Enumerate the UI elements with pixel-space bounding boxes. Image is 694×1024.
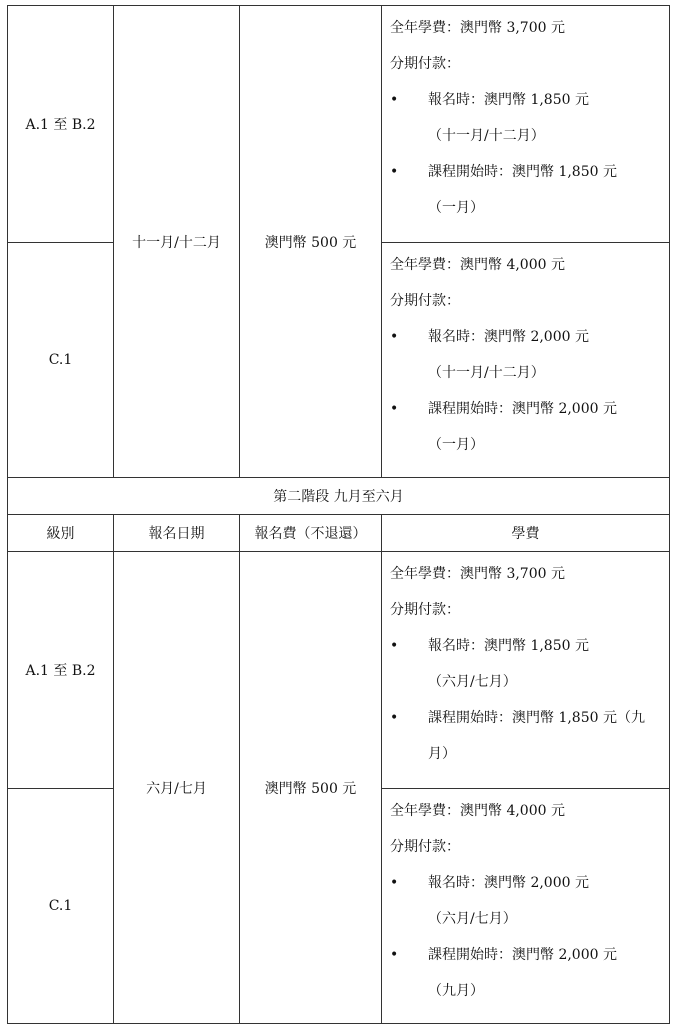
installment-label: 分期付款：: [390, 293, 460, 309]
annual-tuition: 全年學費：澳門幣 4,000 元: [390, 257, 565, 273]
header-row: [8, 515, 670, 552]
registration-fee-cell: 澳門幣 500 元: [240, 552, 382, 1024]
list-item: [390, 700, 669, 736]
bullet-icon: •: [390, 947, 399, 963]
list-item: [390, 82, 669, 118]
list-item: [390, 319, 669, 355]
column-header-tuition: 學費: [382, 515, 670, 552]
installment-period: （一月）: [428, 437, 484, 453]
tuition-cell: [382, 243, 670, 478]
installment-period: （九月）: [428, 983, 484, 999]
installment-label: 分期付款：: [390, 56, 460, 72]
installment-period: （六月/七月）: [428, 674, 517, 690]
installment-text: 課程開始時：澳門幣 1,850 元（九: [428, 710, 645, 726]
installment-period: （十一月/十二月）: [428, 365, 545, 381]
bullet-icon: •: [390, 92, 399, 108]
table-row: [8, 6, 670, 243]
installment-text: 報名時：澳門幣 2,000 元: [428, 329, 589, 345]
list-item: [390, 865, 669, 901]
section-title: 第二階段 九月至六月: [8, 478, 670, 515]
installment-text: 報名時：澳門幣 1,850 元: [428, 92, 589, 108]
fee-table: [7, 5, 670, 1024]
bullet-icon: •: [390, 875, 399, 891]
registration-date-cell: 六月/七月: [114, 552, 240, 1024]
tuition-cell: [382, 789, 670, 1024]
list-item: [390, 628, 669, 664]
annual-tuition: 全年學費：澳門幣 4,000 元: [390, 803, 565, 819]
section-title-row: [8, 478, 670, 515]
list-item: [390, 391, 669, 427]
installment-text: 課程開始時：澳門幣 2,000 元: [428, 947, 617, 963]
column-header-date: 報名日期: [114, 515, 240, 552]
bullet-icon: •: [390, 329, 399, 345]
level-cell: C.1: [8, 789, 114, 1024]
installment-period: （十一月/十二月）: [428, 128, 545, 144]
column-header-level: 級別: [8, 515, 114, 552]
table-row: [8, 552, 670, 789]
installment-period: （一月）: [428, 200, 484, 216]
installment-period: （六月/七月）: [428, 911, 517, 927]
level-cell: A.1 至 B.2: [8, 6, 114, 243]
bullet-icon: •: [390, 401, 399, 417]
list-item: [390, 154, 669, 190]
installment-text: 報名時：澳門幣 1,850 元: [428, 638, 589, 654]
installment-label: 分期付款：: [390, 839, 460, 855]
bullet-icon: •: [390, 710, 399, 726]
installment-text: 報名時：澳門幣 2,000 元: [428, 875, 589, 891]
installment-text: 課程開始時：澳門幣 1,850 元: [428, 164, 617, 180]
column-header-fee: 報名費（不退還）: [240, 515, 382, 552]
installment-period: 月）: [428, 746, 456, 762]
level-cell: A.1 至 B.2: [8, 552, 114, 789]
tuition-cell: [382, 6, 670, 243]
annual-tuition: 全年學費：澳門幣 3,700 元: [390, 20, 565, 36]
registration-date-cell: 十一月/十二月: [114, 6, 240, 478]
level-cell: C.1: [8, 243, 114, 478]
list-item: [390, 937, 669, 973]
annual-tuition: 全年學費：澳門幣 3,700 元: [390, 566, 565, 582]
installment-text: 課程開始時：澳門幣 2,000 元: [428, 401, 617, 417]
installment-label: 分期付款：: [390, 602, 460, 618]
bullet-icon: •: [390, 638, 399, 654]
bullet-icon: •: [390, 164, 399, 180]
tuition-cell: [382, 552, 670, 789]
registration-fee-cell: 澳門幣 500 元: [240, 6, 382, 478]
